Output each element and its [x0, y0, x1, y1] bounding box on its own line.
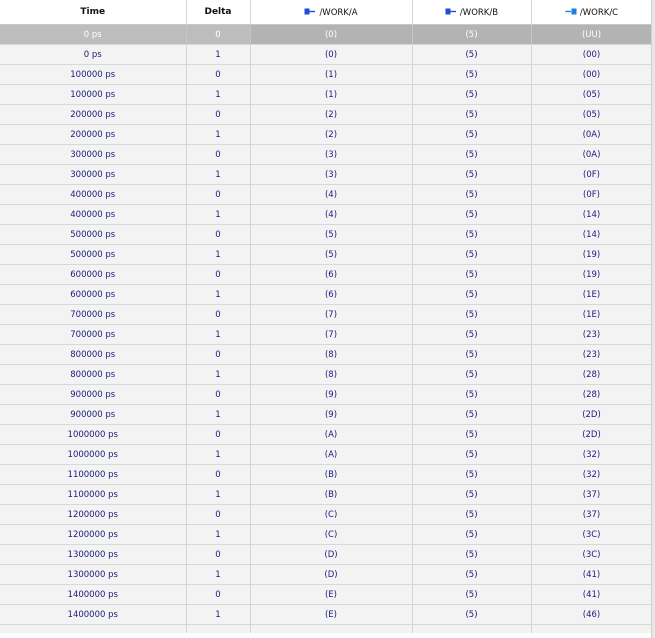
time-cell: 0 ps [0, 25, 186, 45]
delta-cell: 1 [186, 125, 250, 145]
signal-a-value: (3) [250, 145, 412, 165]
table-row[interactable] [0, 565, 652, 585]
time-cell: 400000 ps [0, 185, 186, 205]
signal-a-value: (1) [250, 65, 412, 85]
signal-a-value: (5) [250, 225, 412, 245]
delta-cell: 0 [186, 345, 250, 365]
delta-cell: 0 [186, 425, 250, 445]
time-cell: 400000 ps [0, 205, 186, 225]
signal-a-value: (B) [250, 465, 412, 485]
table-row[interactable] [0, 105, 652, 125]
signal-a-value: (9) [250, 405, 412, 425]
signal-b-value: (5) [412, 105, 531, 125]
time-cell: 1000000 ps [0, 445, 186, 465]
signal-c-value: (37) [531, 485, 652, 505]
time-cell: 1200000 ps [0, 505, 186, 525]
signal-a-value: (8) [250, 365, 412, 385]
signal-b-value: (5) [412, 165, 531, 185]
signal-a-value: (8) [250, 345, 412, 365]
vertical-scrollbar[interactable] [651, 0, 655, 638]
signal-c-value: (19) [531, 265, 652, 285]
signal-c-value: (0A) [531, 125, 652, 145]
signal-c-value: (14) [531, 225, 652, 245]
time-cell: 0 ps [0, 45, 186, 65]
signal-c-value: (23) [531, 345, 652, 365]
delta-cell: 0 [186, 225, 250, 245]
delta-cell: 0 [186, 585, 250, 605]
signal-b-value: (5) [412, 205, 531, 225]
table-row[interactable] [0, 585, 652, 605]
time-cell: 300000 ps [0, 145, 186, 165]
time-cell: 500000 ps [0, 225, 186, 245]
signal-c-value: (3C) [531, 545, 652, 565]
list-rows [0, 25, 652, 634]
time-cell: 900000 ps [0, 385, 186, 405]
signal-a-value: (5) [250, 245, 412, 265]
delta-cell: 1 [186, 205, 250, 225]
signal-b-value: (5) [412, 25, 531, 45]
signal-c-column-header[interactable] [531, 0, 652, 25]
table-row[interactable] [0, 165, 652, 185]
table-row[interactable] [0, 65, 652, 85]
signal-b-value: (5) [412, 325, 531, 345]
signal-b-value: (5) [412, 445, 531, 465]
signal-a-value: (D) [250, 545, 412, 565]
signal-a-value: (1) [250, 85, 412, 105]
signal-c-value: (2D) [531, 405, 652, 425]
signal-c-value: (0F) [531, 185, 652, 205]
table-row[interactable] [0, 505, 652, 525]
signal-b-value: (5) [412, 465, 531, 485]
time-cell: 1100000 ps [0, 485, 186, 505]
signal-b-column-label: /WORK/B [459, 7, 499, 18]
signal-a-value: (7) [250, 325, 412, 345]
signal-b-value: (5) [412, 505, 531, 525]
signal-a-value: (E) [250, 605, 412, 625]
time-column-header[interactable] [0, 0, 186, 25]
time-cell: 900000 ps [0, 405, 186, 425]
delta-cell: 1 [186, 445, 250, 465]
time-cell: 1300000 ps [0, 545, 186, 565]
delta-cell: 1 [186, 365, 250, 385]
signal-b-value: (5) [412, 605, 531, 625]
table-row[interactable] [0, 525, 652, 545]
signal-b-value: (5) [412, 565, 531, 585]
delta-cell: 0 [186, 25, 250, 45]
delta-cell: 1 [186, 165, 250, 185]
signal-a-value: (C) [250, 505, 412, 525]
table-row[interactable] [0, 545, 652, 565]
time-cell: 500000 ps [0, 245, 186, 265]
signal-a-value: (0) [250, 45, 412, 65]
signal-c-value: (41) [531, 565, 652, 585]
table-row[interactable] [0, 605, 652, 625]
signal-b-value: (5) [412, 185, 531, 205]
signal-b-value: (5) [412, 405, 531, 425]
signal-c-value: (32) [531, 465, 652, 485]
empty-cell [186, 625, 250, 634]
signal-a-value: (B) [250, 485, 412, 505]
delta-cell: 0 [186, 185, 250, 205]
signal-b-value: (5) [412, 65, 531, 85]
table-row[interactable] [0, 45, 652, 65]
signal-c-value: (28) [531, 365, 652, 385]
signal-c-value: (00) [531, 65, 652, 85]
signal-b-value: (5) [412, 365, 531, 385]
signal-b-value: (5) [412, 525, 531, 545]
signal-c-value: (28) [531, 385, 652, 405]
signal-b-value: (5) [412, 45, 531, 65]
delta-cell: 0 [186, 105, 250, 125]
table-row[interactable] [0, 405, 652, 425]
time-cell: 200000 ps [0, 125, 186, 145]
signal-a-value: (C) [250, 525, 412, 545]
table-row[interactable] [0, 465, 652, 485]
signal-a-value: (9) [250, 385, 412, 405]
table-row[interactable] [0, 145, 652, 165]
header-row [0, 0, 652, 25]
time-cell: 1200000 ps [0, 525, 186, 545]
table-row[interactable] [0, 485, 652, 505]
table-row[interactable] [0, 285, 652, 305]
delta-cell: 0 [186, 505, 250, 525]
signal-b-value: (5) [412, 125, 531, 145]
time-cell: 600000 ps [0, 285, 186, 305]
time-cell: 100000 ps [0, 85, 186, 105]
signal-a-value: (D) [250, 565, 412, 585]
signal-b-value: (5) [412, 285, 531, 305]
table-row[interactable] [0, 365, 652, 385]
delta-cell: 0 [186, 385, 250, 405]
table-row[interactable] [0, 345, 652, 365]
empty-cell [412, 625, 531, 634]
time-cell: 200000 ps [0, 105, 186, 125]
signal-c-value: (UU) [531, 25, 652, 45]
signal-b-value: (5) [412, 85, 531, 105]
signal-b-value: (5) [412, 245, 531, 265]
empty-cell [0, 625, 186, 634]
signal-b-value: (5) [412, 345, 531, 365]
delta-cell: 0 [186, 305, 250, 325]
signal-a-value: (6) [250, 285, 412, 305]
signal-a-value: (4) [250, 205, 412, 225]
table-row[interactable] [0, 325, 652, 345]
delta-cell: 0 [186, 265, 250, 285]
output-port-icon [565, 7, 577, 16]
time-cell: 300000 ps [0, 165, 186, 185]
signal-c-value: (0F) [531, 165, 652, 185]
delta-cell: 0 [186, 465, 250, 485]
time-cell: 800000 ps [0, 345, 186, 365]
empty-row-area [0, 625, 652, 634]
delta-cell: 1 [186, 85, 250, 105]
signal-a-value: (2) [250, 105, 412, 125]
input-port-icon [445, 7, 457, 16]
time-cell: 800000 ps [0, 365, 186, 385]
delta-cell: 1 [186, 45, 250, 65]
time-cell: 100000 ps [0, 65, 186, 85]
delta-cell: 1 [186, 405, 250, 425]
signal-a-value: (3) [250, 165, 412, 185]
time-cell: 700000 ps [0, 325, 186, 345]
signal-b-value: (5) [412, 145, 531, 165]
time-column-label: Time [80, 7, 106, 17]
table-row[interactable] [0, 245, 652, 265]
signal-a-value: (E) [250, 585, 412, 605]
delta-cell: 1 [186, 605, 250, 625]
signal-c-column-label: /WORK/C [579, 7, 619, 18]
signal-b-value: (5) [412, 585, 531, 605]
signal-c-value: (3C) [531, 525, 652, 545]
table-row[interactable] [0, 265, 652, 285]
table-row[interactable] [0, 205, 652, 225]
signal-c-value: (0A) [531, 145, 652, 165]
time-cell: 1300000 ps [0, 565, 186, 585]
delta-cell: 1 [186, 525, 250, 545]
signal-a-value: (0) [250, 25, 412, 45]
signal-c-value: (05) [531, 105, 652, 125]
delta-cell: 1 [186, 325, 250, 345]
signal-c-value: (23) [531, 325, 652, 345]
signal-a-column-label: /WORK/A [319, 7, 358, 18]
signal-c-value: (32) [531, 445, 652, 465]
delta-cell: 0 [186, 65, 250, 85]
signal-c-value: (2D) [531, 425, 652, 445]
delta-column-label: Delta [204, 7, 232, 17]
table-row[interactable] [0, 425, 652, 445]
signal-b-column-header[interactable] [412, 0, 531, 25]
table-row[interactable] [0, 385, 652, 405]
delta-cell: 1 [186, 485, 250, 505]
table-row[interactable] [0, 445, 652, 465]
delta-column-header[interactable] [186, 0, 250, 25]
signal-b-value: (5) [412, 485, 531, 505]
table-row[interactable] [0, 25, 652, 45]
time-cell: 1400000 ps [0, 585, 186, 605]
time-cell: 1000000 ps [0, 425, 186, 445]
signal-b-value: (5) [412, 305, 531, 325]
table-row[interactable] [0, 305, 652, 325]
time-cell: 700000 ps [0, 305, 186, 325]
table-row[interactable] [0, 125, 652, 145]
signal-c-value: (41) [531, 585, 652, 605]
signal-c-value: (46) [531, 605, 652, 625]
delta-cell: 1 [186, 565, 250, 585]
signal-a-value: (A) [250, 445, 412, 465]
signal-c-value: (00) [531, 45, 652, 65]
delta-cell: 0 [186, 145, 250, 165]
signal-c-value: (1E) [531, 305, 652, 325]
table-row[interactable] [0, 225, 652, 245]
signal-a-column-header[interactable] [250, 0, 412, 25]
signal-b-value: (5) [412, 425, 531, 445]
signal-b-value: (5) [412, 225, 531, 245]
signal-a-value: (6) [250, 265, 412, 285]
signal-c-value: (05) [531, 85, 652, 105]
empty-cell [250, 625, 412, 634]
signal-a-value: (A) [250, 425, 412, 445]
signal-b-value: (5) [412, 545, 531, 565]
delta-cell: 1 [186, 245, 250, 265]
table-row[interactable] [0, 185, 652, 205]
signal-c-value: (37) [531, 505, 652, 525]
signal-b-value: (5) [412, 265, 531, 285]
signal-a-value: (4) [250, 185, 412, 205]
signal-c-value: (14) [531, 205, 652, 225]
table-row[interactable] [0, 85, 652, 105]
delta-cell: 1 [186, 285, 250, 305]
input-port-icon [304, 7, 316, 16]
signal-a-value: (7) [250, 305, 412, 325]
signal-a-value: (2) [250, 125, 412, 145]
time-cell: 1100000 ps [0, 465, 186, 485]
signal-c-value: (19) [531, 245, 652, 265]
delta-cell: 0 [186, 545, 250, 565]
signal-b-value: (5) [412, 385, 531, 405]
time-cell: 1400000 ps [0, 605, 186, 625]
time-cell: 600000 ps [0, 265, 186, 285]
empty-cell [531, 625, 652, 634]
signal-c-value: (1E) [531, 285, 652, 305]
